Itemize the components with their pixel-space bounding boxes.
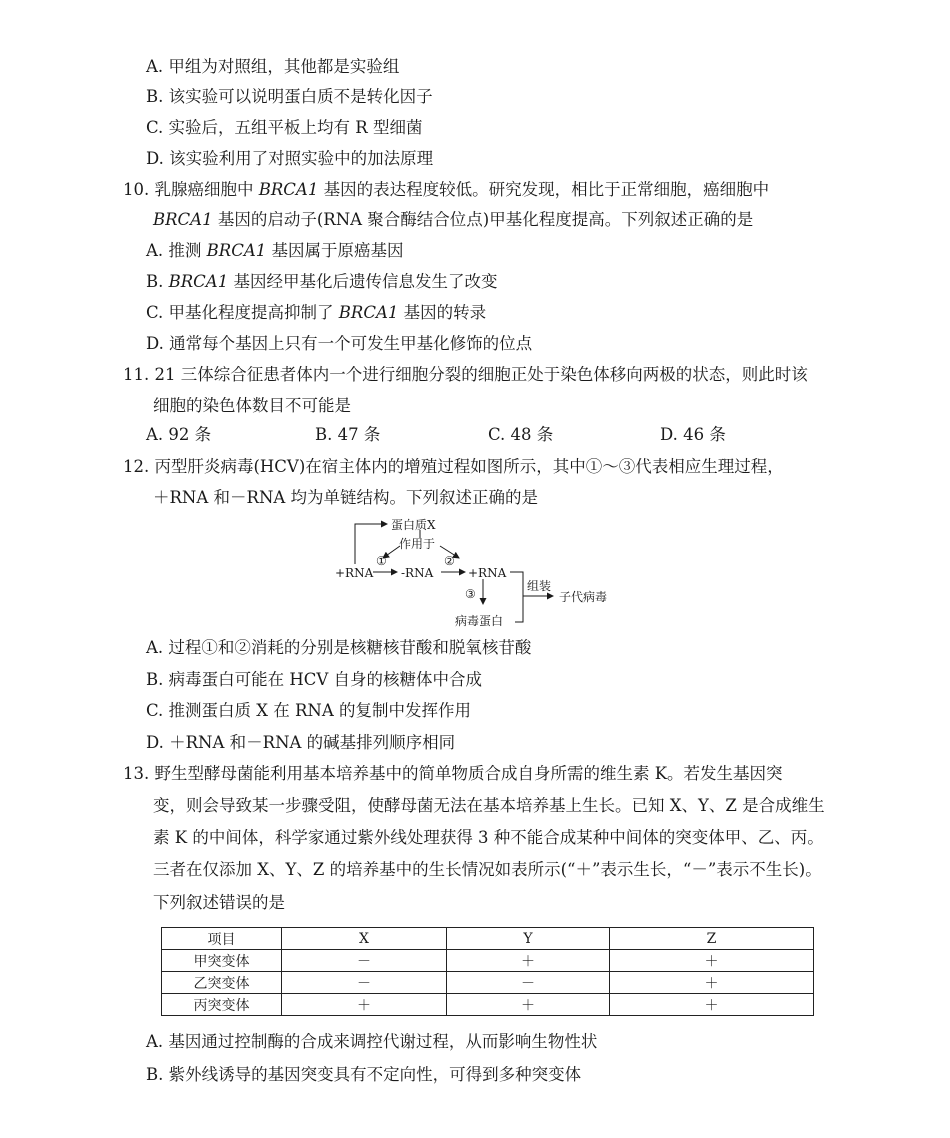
q13-option-b: B. 紫外线诱导的基因突变具有不定向性，可得到多种突变体 [146,1065,582,1084]
header-x: X [282,928,447,950]
acts-on-label: 作用于 [399,537,436,551]
q10-option-d: D. 通常每个基因上只有一个可发生甲基化修饰的位点 [146,334,533,353]
header-y: Y [447,928,610,950]
q10-stem-line2: BRCA1 基因的启动子(RNA 聚合酶结合位点)甲基化程度提高。下列叙述正确的是 [153,210,754,229]
plus-rna-label-2: +RNA [468,566,507,580]
q11-stem-line2: 细胞的染色体数目不可能是 [153,396,351,415]
q11-option-b: B. 47 条 [315,425,381,444]
table-header-row [162,928,814,950]
step3-label: ③ [465,587,476,601]
assemble-label: 组装 [527,579,552,593]
q12-stem-line2: ＋RNA 和－RNA 均为单链结构。下列叙述正确的是 [153,488,539,507]
q10-option-c: C. 甲基化程度提高抑制了 BRCA1 基因的转录 [146,303,487,322]
protein-x-label: 蛋白质X [391,518,436,532]
plus-rna-label-1: +RNA [335,566,374,580]
step2-label: ② [444,554,455,568]
q9-option-c: C. 实验后，五组平板上均有 R 型细菌 [146,118,423,137]
mutant-growth-table [161,927,814,1016]
q11-option-c: C. 48 条 [488,425,554,444]
progeny-virus-label: 子代病毒 [559,590,608,604]
header-z: Z [610,928,814,950]
q10-option-a: A. 推测 BRCA1 基因属于原癌基因 [146,241,404,260]
q12-option-c: C. 推测蛋白质 X 在 RNA 的复制中发挥作用 [146,701,472,720]
hcv-replication-diagram [325,512,625,632]
table-row: 乙突变体 － － ＋ [162,972,814,994]
q10-stem-line1: 10. 乳腺癌细胞中 BRCA1 基因的表达程度较低。研究发现，相比于正常细胞，癌细胞中 [123,180,770,199]
q13-stem-line1: 13. 野生型酵母菌能利用基本培养基中的简单物质合成自身所需的维生素 K。若发生基因突 [123,764,783,783]
minus-rna-label: -RNA [401,566,434,580]
q12-stem-line1: 12. 丙型肝炎病毒(HCV)在宿主体内的增殖过程如图所示，其中①～③代表相应生理过程， [123,457,784,476]
q13-stem-line2: 变，则会导致某一步骤受阻，使酵母菌无法在基本培养基上生长。已知 X、Y、Z 是合成维生 [153,796,825,815]
q13-option-a: A. 基因通过控制酶的合成来调控代谢过程，从而影响生物性状 [146,1032,598,1051]
header-item: 项目 [162,928,282,950]
step1-label: ① [376,554,387,568]
q12-option-a: A. 过程①和②消耗的分别是核糖核苷酸和脱氧核苷酸 [146,638,532,657]
q13-stem-line4: 三者在仅添加 X、Y、Z 的培养基中的生长情况如表所示(“＋”表示生长，“－”表示不生长)。 [153,860,822,879]
gene-name: BRCA1 [258,180,319,199]
q11-option-a: A. 92 条 [146,425,212,444]
q13-stem-line5: 下列叙述错误的是 [153,893,285,912]
assembly-bracket [510,572,523,622]
q9-option-b: B. 该实验可以说明蛋白质不是转化因子 [146,87,433,106]
viral-protein-label: 病毒蛋白 [455,614,504,628]
table-row: 甲突变体 － ＋ ＋ [162,950,814,972]
q13-stem-line3: 素 K 的中间体，科学家通过紫外线处理获得 3 种不能合成某种中间体的突变体甲、乙、丙。 [153,828,824,847]
q11-option-d: D. 46 条 [660,425,726,444]
gene-name: BRCA1 [153,210,213,229]
q11-stem-line1: 11. 21 三体综合征患者体内一个进行细胞分裂的细胞正处于染色体移向两极的状态，则此时该 [123,365,808,384]
q12-option-d: D. ＋RNA 和－RNA 的碱基排列顺序相同 [146,733,456,752]
q9-option-d: D. 该实验利用了对照实验中的加法原理 [146,149,434,168]
q9-option-a: A. 甲组为对照组，其他都是实验组 [146,57,400,76]
q10-option-b: B. BRCA1 基因经甲基化后遗传信息发生了改变 [146,272,498,291]
table-row: 丙突变体 ＋ ＋ ＋ [162,994,814,1016]
q12-option-b: B. 病毒蛋白可能在 HCV 自身的核糖体中合成 [146,670,483,689]
